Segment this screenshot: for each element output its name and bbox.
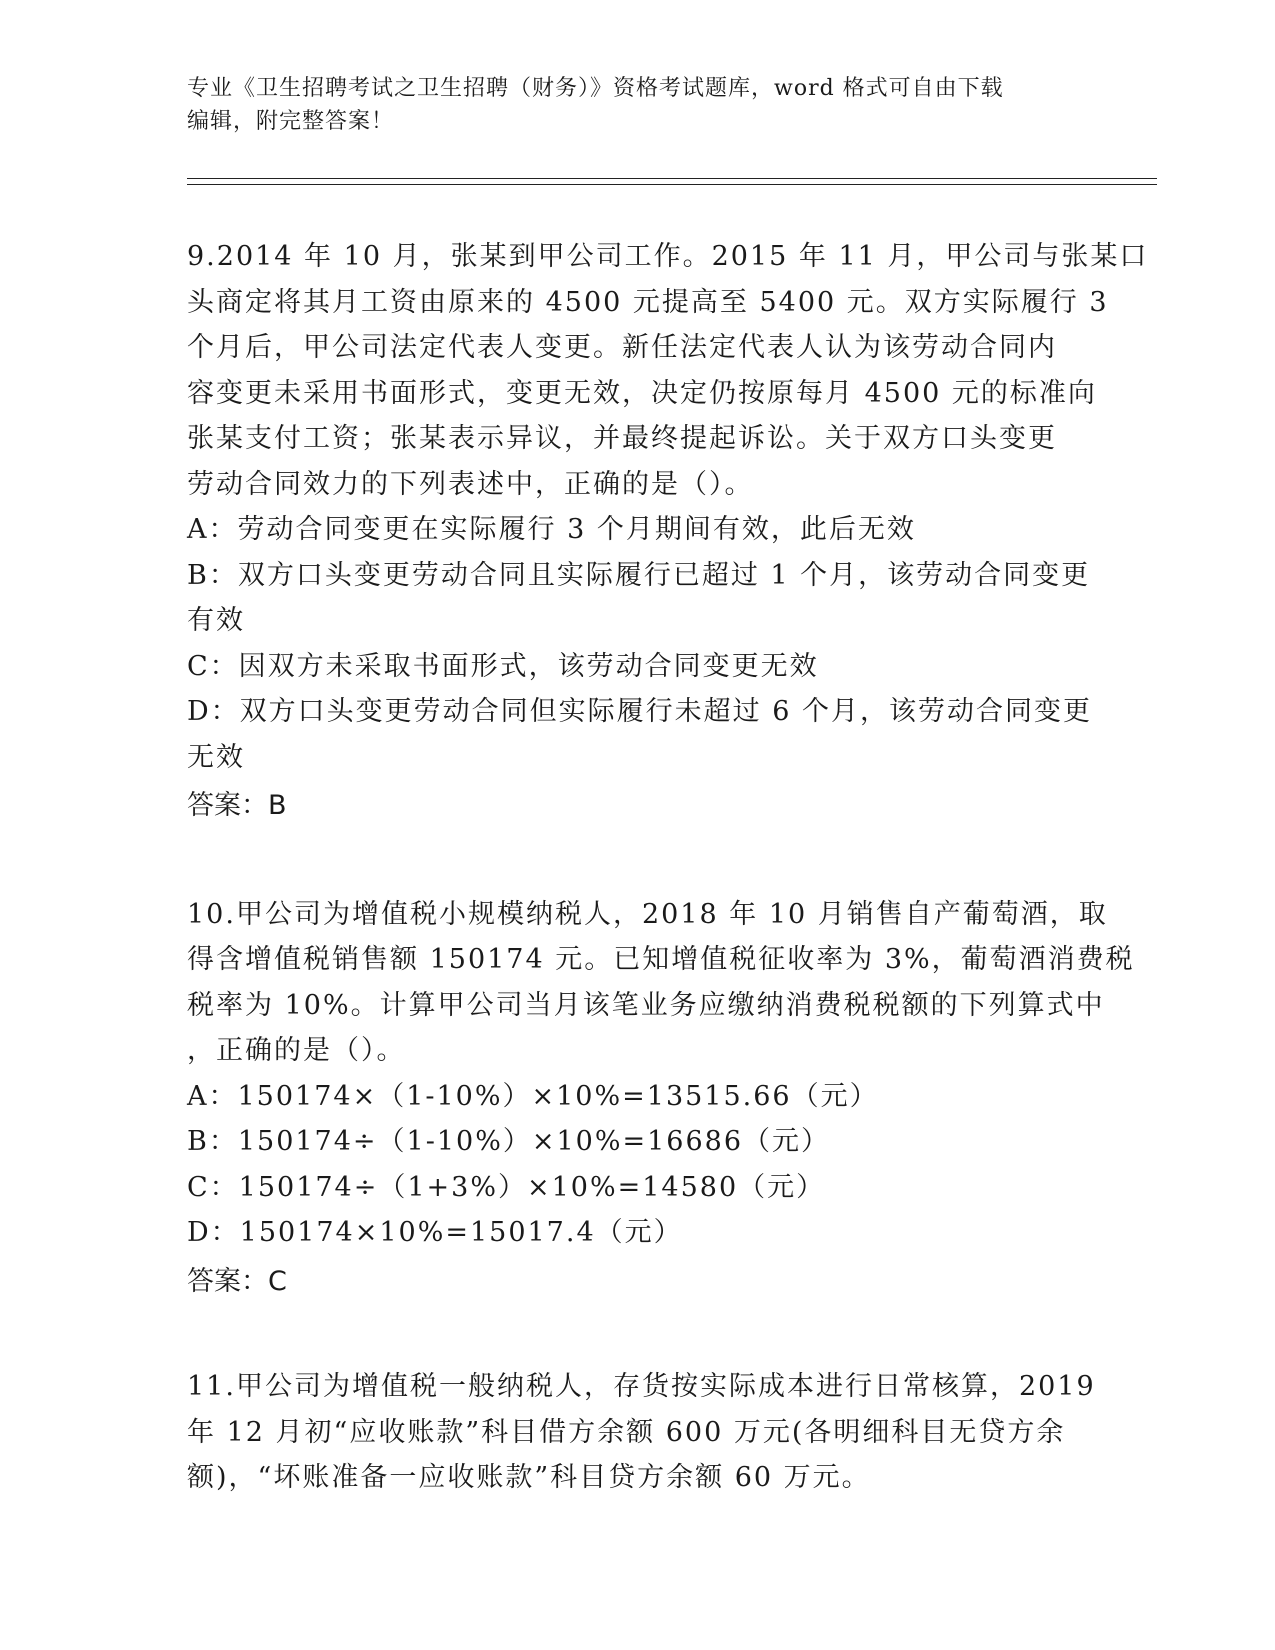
- option-d: D：150174×10%=15017.4（元）: [187, 1217, 683, 1248]
- option-b-continued: 有效: [187, 605, 245, 636]
- question-text-line: 9.2014 年 10 月，张某到甲公司工作。2015 年 11 月，甲公司与张某口: [187, 241, 1149, 272]
- question-text-line: 头商定将其月工资由原来的 4500 元提高至 5400 元。双方实际履行 3: [187, 286, 1109, 318]
- option-d: D：双方口头变更劳动合同但实际履行未超过 6 个月，该劳动合同变更: [187, 696, 1092, 727]
- question-text-line: 10.甲公司为增值税小规模纳税人，2018 年 10 月销售自产葡萄酒，取: [187, 898, 1108, 930]
- question-text-line: 11.甲公司为增值税一般纳税人，存货按实际成本进行日常核算，2019: [187, 1371, 1096, 1402]
- header-divider-bottom: [187, 184, 1157, 185]
- option-c: C：150174÷（1+3%）×10%=14580（元）: [187, 1171, 826, 1203]
- header-line-1: 专业《卫生招聘考试之卫生招聘（财务）》资格考试题库，word 格式可自由下载: [187, 76, 1004, 101]
- option-a: A：劳动合同变更在实际履行 3 个月期间有效，此后无效: [187, 514, 916, 545]
- question-text-line: 容变更未采用书面形式，变更无效，决定仍按原每月 4500 元的标准向: [187, 377, 1097, 409]
- question-text-line: 年 12 月初“应收账款”科目借方余额 600 万元(各明细科目无贷方余: [187, 1416, 1066, 1448]
- question-text-line: 额)，“坏账准备一应收账款”科目贷方余额 60 万元。: [187, 1462, 871, 1493]
- document-body: [187, 234, 1149, 1501]
- header-line-2: 编辑，附完整答案！: [187, 109, 395, 134]
- question-9: [187, 234, 1149, 829]
- header-divider-top: [187, 178, 1157, 179]
- option-b: B：150174÷（1-10%）×10%=16686（元）: [187, 1126, 830, 1157]
- option-c: C：因双方未采取书面形式，该劳动合同变更无效: [187, 650, 819, 682]
- question-11: [187, 1364, 1096, 1501]
- question-text-line: 税率为 10%。计算甲公司当月该笔业务应缴纳消费税税额的下列算式中: [187, 989, 1105, 1021]
- question-text-line: 个月后，甲公司法定代表人变更。新任法定代表人认为该劳动合同内: [187, 332, 1057, 363]
- question-text-line: 劳动合同效力的下列表述中，正确的是（）。: [187, 468, 754, 500]
- question-text-line: 得含增值税销售额 150174 元。已知增值税征收率为 3%，葡萄酒消费税: [187, 944, 1135, 975]
- option-d-continued: 无效: [187, 741, 245, 773]
- answer-label: 答案：C: [187, 1265, 287, 1297]
- page-header: [187, 72, 1087, 138]
- option-a: A：150174×（1-10%）×10%=13515.66（元）: [187, 1080, 879, 1112]
- option-b: B：双方口头变更劳动合同且实际履行已超过 1 个月，该劳动合同变更: [187, 559, 1091, 591]
- question-text-line: 张某支付工资；张某表示异议，并最终提起诉讼。关于双方口头变更: [187, 423, 1057, 454]
- question-text-line: ，正确的是（）。: [187, 1035, 406, 1066]
- question-10: [187, 892, 1135, 1305]
- answer-label: 答案：B: [187, 790, 287, 821]
